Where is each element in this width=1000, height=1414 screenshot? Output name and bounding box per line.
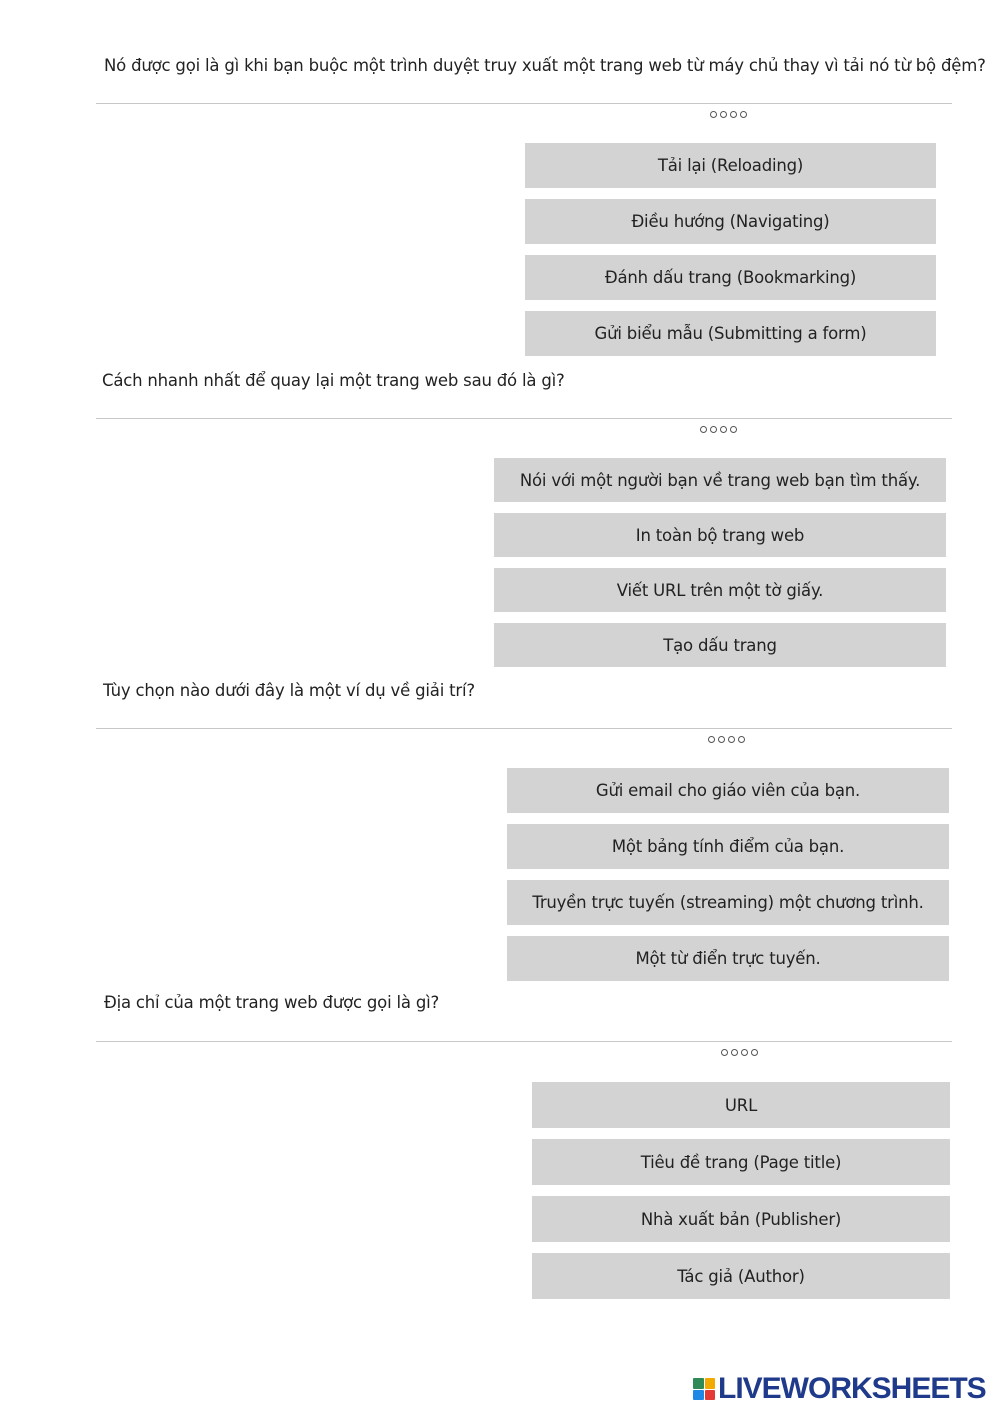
logo-tile bbox=[705, 1390, 716, 1401]
radio-button-3[interactable] bbox=[730, 111, 737, 118]
question-2-options bbox=[494, 458, 946, 667]
question-1-radio-group bbox=[710, 111, 747, 118]
question-1-options bbox=[525, 143, 936, 356]
answer-option[interactable]: Tác giả (Author) bbox=[532, 1253, 950, 1299]
logo-tile bbox=[705, 1378, 716, 1389]
radio-button-4[interactable] bbox=[730, 426, 737, 433]
radio-button-4[interactable] bbox=[751, 1049, 758, 1056]
question-4-options bbox=[532, 1082, 950, 1299]
radio-button-2[interactable] bbox=[731, 1049, 738, 1056]
question-1-divider bbox=[96, 103, 952, 104]
answer-option[interactable]: Một từ điển trực tuyến. bbox=[507, 936, 949, 981]
question-4-radio-group bbox=[721, 1049, 758, 1056]
answer-option[interactable]: Truyền trực tuyến (streaming) một chương trình. bbox=[507, 880, 949, 925]
liveworksheets-brand bbox=[693, 1372, 986, 1406]
answer-option[interactable]: URL bbox=[532, 1082, 950, 1128]
answer-option[interactable]: Tải lại (Reloading) bbox=[525, 143, 936, 188]
answer-option[interactable]: Nhà xuất bản (Publisher) bbox=[532, 1196, 950, 1242]
answer-option[interactable]: Gửi email cho giáo viên của bạn. bbox=[507, 768, 949, 813]
answer-option[interactable]: Tiêu đề trang (Page title) bbox=[532, 1139, 950, 1185]
question-3-radio-group bbox=[708, 736, 745, 743]
answer-option[interactable]: Nói với một người bạn về trang web bạn tìm thấy. bbox=[494, 458, 946, 502]
answer-option[interactable]: Một bảng tính điểm của bạn. bbox=[507, 824, 949, 869]
radio-button-1[interactable] bbox=[708, 736, 715, 743]
answer-option[interactable]: Điều hướng (Navigating) bbox=[525, 199, 936, 244]
radio-button-3[interactable] bbox=[720, 426, 727, 433]
answer-option[interactable]: In toàn bộ trang web bbox=[494, 513, 946, 557]
question-2-divider bbox=[96, 418, 952, 419]
radio-button-1[interactable] bbox=[721, 1049, 728, 1056]
radio-button-3[interactable] bbox=[728, 736, 735, 743]
radio-button-1[interactable] bbox=[700, 426, 707, 433]
radio-button-2[interactable] bbox=[710, 426, 717, 433]
question-2-radio-group bbox=[700, 426, 737, 433]
answer-option[interactable]: Tạo dấu trang bbox=[494, 623, 946, 667]
answer-option[interactable]: Gửi biểu mẫu (Submitting a form) bbox=[525, 311, 936, 356]
question-1-text: Nó được gọi là gì khi bạn buộc một trình duyệt truy xuất một trang web từ máy chủ thay vì tải nó từ bộ đệm? bbox=[104, 56, 986, 75]
radio-button-2[interactable] bbox=[718, 736, 725, 743]
liveworksheets-logo-icon bbox=[693, 1378, 715, 1400]
logo-tile bbox=[693, 1390, 704, 1401]
question-2-text: Cách nhanh nhất để quay lại một trang web sau đó là gì? bbox=[102, 371, 565, 390]
radio-button-3[interactable] bbox=[741, 1049, 748, 1056]
logo-tile bbox=[693, 1378, 704, 1389]
answer-option[interactable]: Đánh dấu trang (Bookmarking) bbox=[525, 255, 936, 300]
answer-option[interactable]: Viết URL trên một tờ giấy. bbox=[494, 568, 946, 612]
question-3-options bbox=[507, 768, 949, 981]
question-3-divider bbox=[96, 728, 952, 729]
question-4-divider bbox=[96, 1041, 952, 1042]
radio-button-1[interactable] bbox=[710, 111, 717, 118]
radio-button-4[interactable] bbox=[740, 111, 747, 118]
radio-button-2[interactable] bbox=[720, 111, 727, 118]
question-3-text: Tùy chọn nào dưới đây là một ví dụ về giải trí? bbox=[103, 681, 475, 700]
radio-button-4[interactable] bbox=[738, 736, 745, 743]
question-4-text: Địa chỉ của một trang web được gọi là gì? bbox=[104, 993, 440, 1012]
brand-name: LIVEWORKSHEETS bbox=[718, 1372, 986, 1405]
